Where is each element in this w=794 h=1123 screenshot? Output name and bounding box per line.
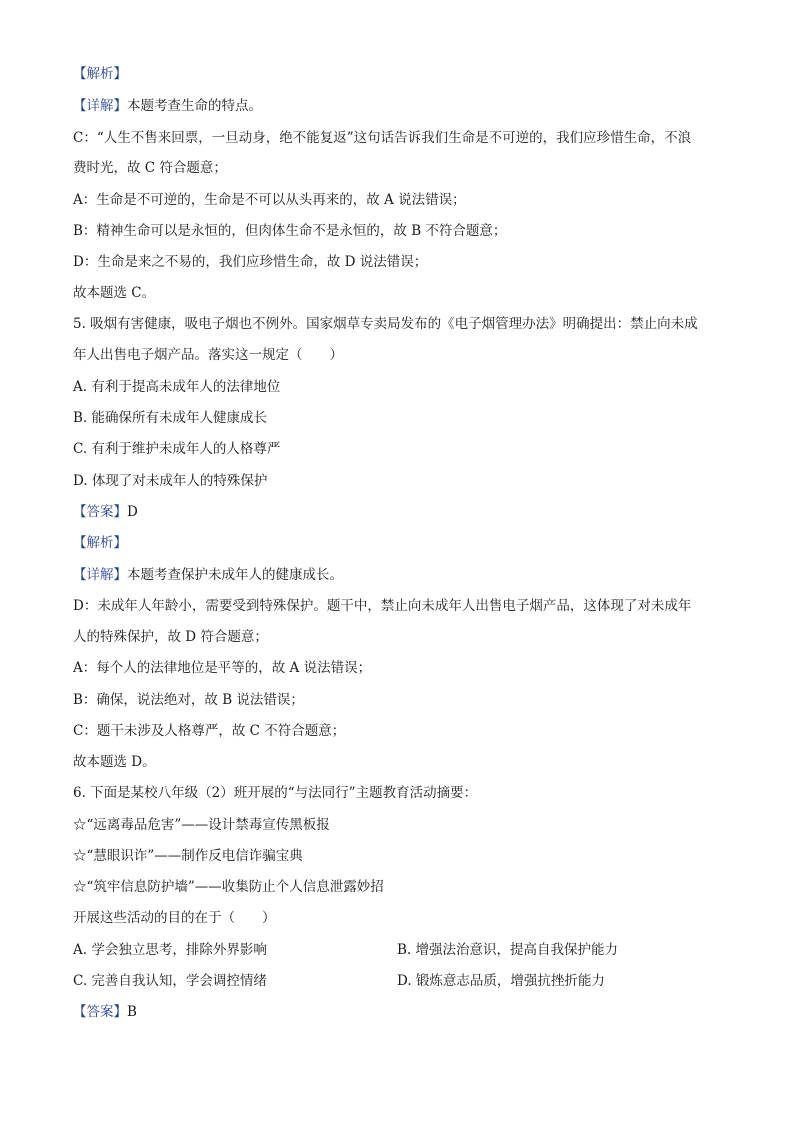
answer-value: D: [127, 504, 138, 520]
q6-activity-item-2: ☆“慧眼识诈”——制作反电信诈骗宝典: [73, 848, 303, 864]
q4-option-a-explanation: A：生命是不可逆的，生命是不可以从头再来的，故 A 说法错误；: [73, 192, 466, 208]
q6-question: 开展这些活动的目的在于（ ）: [73, 910, 276, 926]
answer-tag: 【答案】: [73, 504, 127, 520]
q5-detail: [73, 565, 343, 585]
q5-option-d-explanation-line1: D：未成年人年龄小，需要受到特殊保护。题干中，禁止向未成年人出售电子烟产品，这体现了对未成年: [73, 598, 692, 614]
q5-option-b: B. 能确保所有未成年人健康成长: [73, 410, 268, 426]
q5-option-b-explanation: B：确保，说法绝对，故 B 说法错误；: [73, 692, 304, 708]
q5-option-a: A. 有利于提高未成年人的法律地位: [73, 379, 281, 395]
q5-answer: [73, 502, 138, 522]
q5-analysis-heading: [73, 533, 127, 553]
q5-stem-line1: 5. 吸烟有害健康，吸电子烟也不例外。国家烟草专卖局发布的《电子烟管理办法》明确提出：禁止向未成: [73, 316, 698, 332]
q6-option-a: A. 学会独立思考，排除外界影响: [73, 942, 267, 958]
q4-analysis-heading: [73, 64, 127, 84]
q5-option-a-explanation: A：每个人的法律地位是平等的，故 A 说法错误；: [73, 660, 372, 676]
q6-option-d: D. 锻炼意志品质，增强抗挫折能力: [397, 973, 605, 989]
q4-conclusion: 故本题选 C。: [73, 285, 156, 301]
answer-value: B: [127, 1004, 137, 1020]
detail-tag: 【详解】: [73, 567, 127, 583]
analysis-tag: 【解析】: [73, 66, 127, 82]
q6-answer: [73, 1002, 137, 1022]
q5-option-d: D. 体现了对未成年人的特殊保护: [73, 473, 268, 489]
q4-option-c-explanation-line1: C：“人生不售来回票，一旦动身，绝不能复返”这句话告诉我们生命是不可逆的，我们应珍惜生命，不浪: [73, 130, 692, 146]
q5-stem-line2: 年人出售电子烟产品。落实这一规定（ ）: [73, 347, 343, 363]
q6-option-c: C. 完善自我认知，学会调控情绪: [73, 973, 267, 989]
detail-text: 本题考查生命的特点。: [127, 98, 262, 114]
q6-activity-item-3: ☆“筑牢信息防护墙”——收集防止个人信息泄露妙招: [73, 879, 384, 895]
q4-option-c-explanation-line2: 费时光，故 C 符合题意；: [73, 160, 227, 176]
q6-activity-item-1: ☆“远离毒品危害”——设计禁毒宣传黑板报: [73, 817, 330, 833]
q4-option-d-explanation: D：生命是来之不易的，我们应珍惜生命，故 D 说法错误；: [73, 254, 428, 270]
q5-conclusion: 故本题选 D。: [73, 754, 156, 770]
q6-stem: 6. 下面是某校八年级（2）班开展的“与法同行”主题教育活动摘要：: [73, 785, 478, 801]
detail-text: 本题考查保护未成年人的健康成长。: [127, 567, 343, 583]
answer-tag: 【答案】: [73, 1004, 127, 1020]
q4-detail: [73, 96, 262, 116]
q6-option-b: B. 增强法治意识，提高自我保护能力: [397, 942, 619, 958]
detail-tag: 【详解】: [73, 98, 127, 114]
analysis-tag: 【解析】: [73, 535, 127, 551]
q5-option-d-explanation-line2: 人的特殊保护，故 D 符合题意；: [73, 629, 268, 645]
q4-option-b-explanation: B：精神生命可以是永恒的，但肉体生命不是永恒的，故 B 不符合题意；: [73, 223, 507, 239]
q5-option-c-explanation: C：题干未涉及人格尊严，故 C 不符合题意；: [73, 723, 346, 739]
q5-option-c: C. 有利于维护未成年人的人格尊严: [73, 441, 281, 457]
